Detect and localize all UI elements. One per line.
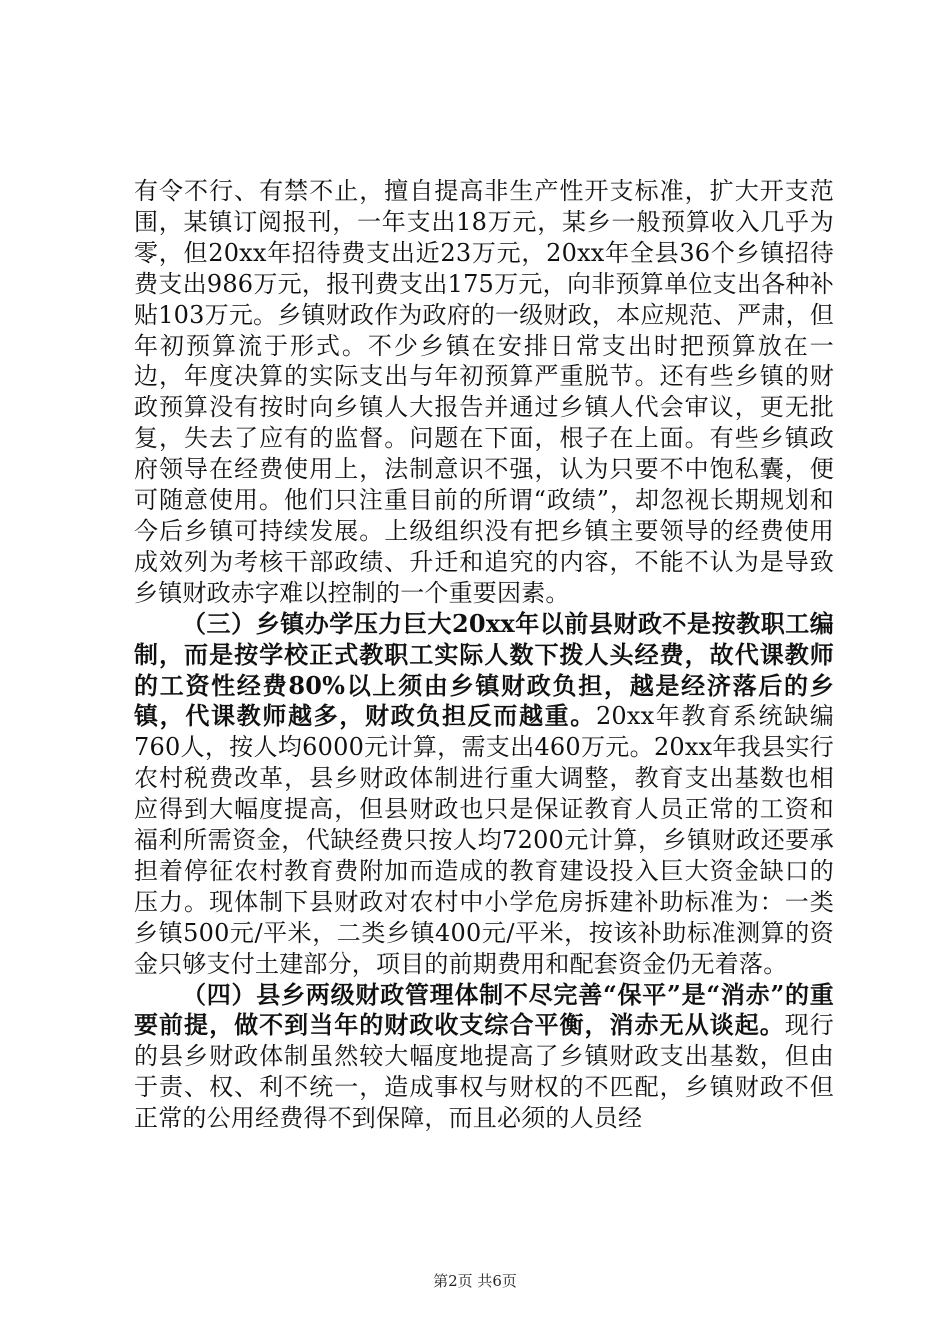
paragraph-2 — [134, 609, 834, 980]
paragraph-3-lead: （四）县乡两级财政管理体制不尽完善“保平”是“消赤”的重要前提，做不到当年的财政收支综合平衡，消赤无从谈起。 — [134, 979, 834, 1040]
page-number-footer: 第2页 共6页 — [433, 1272, 517, 1290]
paragraph-1 — [134, 176, 834, 609]
paragraph-2-text: 20xx年教育系统缺编760人，按人均6000元计算，需支出460万元。20xx年我县实行农村税费改革，县乡财政体制进行重大调整，教育支出基数也相应得到大幅度提高，但县财政也只是保证教育人员正常的工资和福利所需资金，代缺经费只按人均7200元计算，乡镇财政还要承担着停征农村教育费附加而造成的教育建设投入巨大资金缺口的压力。现体制下县财政对农村中小学危房拆建补助标准为：一类乡镇500元/平米，二类乡镇400元/平米，按该补助标准测算的资金只够支付土建部分，项目的前期费用和配套资金仍无着落。 — [134, 702, 834, 978]
paragraph-3 — [134, 980, 834, 1135]
paragraph-3-text: 现行的县乡财政体制虽然较大幅度地提高了乡镇财政支出基数，但由于责、权、利不统一，造成事权与财权的不匹配，乡镇财政不但正常的公用经费得不到保障，而且必须的人员经 — [134, 1011, 834, 1133]
document-body — [134, 176, 834, 1134]
paragraph-2-lead: （三）乡镇办学压力巨大20xx年以前县财政不是按教职工编制，而是按学校正式教职工实际人数下拨人头经费，故代课教师的工资性经费80%以上须由乡镇财政负担，越是经济落后的乡镇，代课教师越多，财政负担反而越重。 — [134, 608, 834, 731]
paragraph-1-text: 有令不行、有禁不止，擅自提高非生产性开支标准，扩大开支范围，某镇订阅报刊，一年支出18万元，某乡一般预算收入几乎为零，但20xx年招待费支出近23万元，20xx年全县36个乡镇招待费支出986万元，报刊费支出175万元，向非预算单位支出各种补贴103万元。乡镇财政作为政府的一级财政，本应规范、严肃，但年初预算流于形式。不少乡镇在安排日常支出时把预算放在一边，年度决算的实际支出与年初预算严重脱节。还有些乡镇的财政预算没有按时向乡镇人大报告并通过乡镇人代会审议，更无批复，失去了应有的监督。问题在下面，根子在上面。有些乡镇政府领导在经费使用上，法制意识不强，认为只要不中饱私囊，便可随意使用。他们只注重目前的所谓“政绩”，却忽视长期规划和今后乡镇可持续发展。上级组织没有把乡镇主要领导的经费使用成效列为考核干部政绩、升迁和追究的内容，不能不认为是导致乡镇财政赤字难以控制的一个重要因素。 — [134, 177, 834, 607]
